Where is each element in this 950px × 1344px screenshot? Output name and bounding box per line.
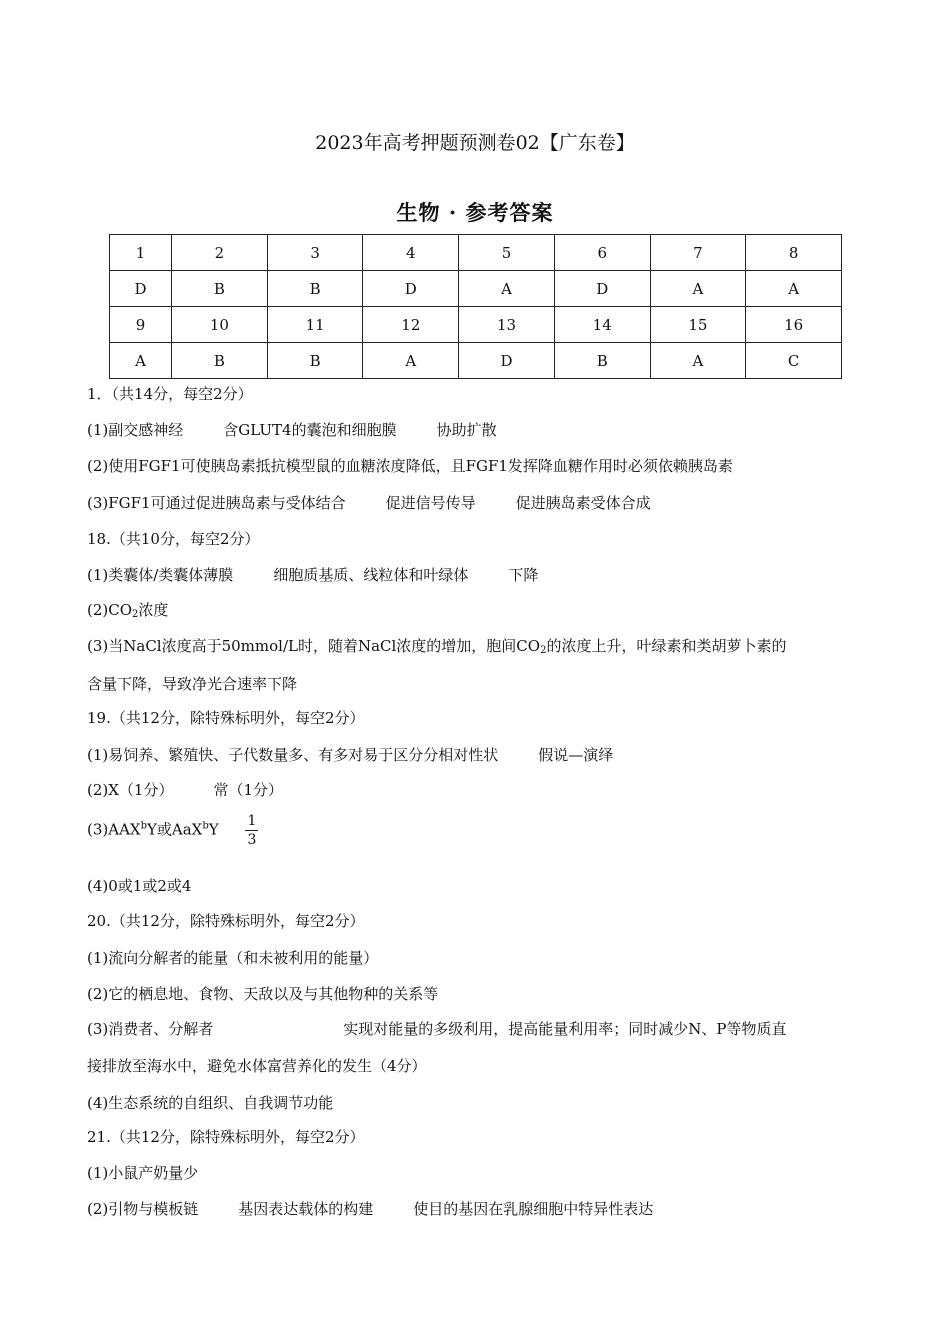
table-cell: D xyxy=(110,271,172,307)
superscript: b xyxy=(140,820,147,832)
table-cell: B xyxy=(267,343,363,379)
answer-text: (2)CO xyxy=(87,601,133,619)
table-cell: A xyxy=(363,343,459,379)
table-cell: 1 xyxy=(110,235,172,271)
answer-text: 浓度 xyxy=(138,601,169,619)
answer-line: (1)小鼠产奶量少 xyxy=(87,1164,199,1182)
table-cell: 14 xyxy=(554,307,650,343)
table-cell: B xyxy=(172,271,268,307)
answer-text: 下降 xyxy=(508,566,539,584)
table-cell: 9 xyxy=(110,307,172,343)
fraction-denominator: 3 xyxy=(247,832,257,848)
table-cell: D xyxy=(459,343,555,379)
answer-table xyxy=(109,234,842,379)
answer-line xyxy=(87,492,651,513)
table-cell: 2 xyxy=(172,235,268,271)
answer-line: (4)生态系统的自组织、自我调节功能 xyxy=(87,1094,334,1112)
answer-line: (2)它的栖息地、食物、天敌以及与其他物种的关系等 xyxy=(87,985,439,1003)
subscript: 2 xyxy=(540,645,547,656)
table-cell: 13 xyxy=(459,307,555,343)
table-cell: 4 xyxy=(363,235,459,271)
answer-text: 的浓度上升，叶绿素和类胡萝卜素的 xyxy=(546,637,787,655)
answer-line xyxy=(87,635,786,656)
answer-text: Y或AaX xyxy=(147,820,203,839)
table-cell: A xyxy=(110,343,172,379)
answer-text: (1)副交感神经 xyxy=(87,421,184,439)
table-cell: 16 xyxy=(746,307,842,343)
table-cell: 8 xyxy=(746,235,842,271)
table-cell: 3 xyxy=(267,235,363,271)
answer-text: 使目的基因在乳腺细胞中特异性表达 xyxy=(413,1200,654,1218)
answer-text: (3)FGF1可通过促进胰岛素与受体结合 xyxy=(87,494,346,512)
answer-line: (1)流向分解者的能量（和未被利用的能量） xyxy=(87,949,379,967)
table-cell: B xyxy=(554,343,650,379)
answer-text: 细胞质基质、线粒体和叶绿体 xyxy=(273,566,469,584)
answer-line xyxy=(87,1018,786,1039)
table-cell: A xyxy=(650,271,746,307)
answer-text: Y xyxy=(208,820,219,839)
answer-text: (1)类囊体/类囊体薄膜 xyxy=(87,566,234,584)
table-cell: 12 xyxy=(363,307,459,343)
answer-line xyxy=(87,1198,653,1219)
table-cell: D xyxy=(363,271,459,307)
table-cell: 15 xyxy=(650,307,746,343)
answer-text: (2)引物与模板链 xyxy=(87,1200,199,1218)
subscript: 2 xyxy=(132,609,139,620)
table-cell: A xyxy=(746,271,842,307)
table-row xyxy=(110,307,842,343)
table-row xyxy=(110,235,842,271)
table-cell: A xyxy=(650,343,746,379)
answer-text: (3)当NaCl浓度高于50mmol/L时，随着NaCl浓度的增加，胞间CO xyxy=(87,637,541,655)
answer-text: 常（1分） xyxy=(213,781,284,799)
answer-line: (2)使用FGF1可使胰岛素抵抗模型鼠的血糖浓度降低，且FGF1发挥降血糖作用时必须依赖胰岛素 xyxy=(87,457,733,475)
answer-line xyxy=(87,419,497,440)
answer-line xyxy=(87,599,168,620)
superscript: b xyxy=(202,820,209,832)
answer-text: (1)易饲养、繁殖快、子代数量多、有多对易于区分分相对性状 xyxy=(87,746,499,764)
table-cell: 11 xyxy=(267,307,363,343)
table-cell: D xyxy=(554,271,650,307)
answer-text: 含GLUT4的囊泡和细胞膜 xyxy=(223,421,397,439)
table-cell: B xyxy=(172,343,268,379)
answer-line xyxy=(87,744,613,765)
answer-text: 促进信号传导 xyxy=(385,494,476,512)
answer-text: 促进胰岛素受体合成 xyxy=(515,494,651,512)
answer-line: 含量下降，导致净光合速率下降 xyxy=(87,675,298,693)
answer-line: 接排放至海水中，避免水体富营养化的发生（4分） xyxy=(87,1057,427,1075)
answer-text: 协助扩散 xyxy=(436,421,497,439)
answer-text: (3)消费者、分解者 xyxy=(87,1020,214,1038)
answer-line xyxy=(87,564,538,585)
question-heading: 20.（共12分，除特殊标明外，每空2分） xyxy=(87,912,365,930)
table-row xyxy=(110,271,842,307)
table-cell: 7 xyxy=(650,235,746,271)
question-heading: 18.（共10分，每空2分） xyxy=(87,530,260,548)
answer-line xyxy=(87,812,258,849)
question-heading: 19.（共12分，除特殊标明外，每空2分） xyxy=(87,709,365,727)
table-cell: 10 xyxy=(172,307,268,343)
answer-text: (3)AAX xyxy=(87,820,141,839)
fraction xyxy=(245,812,258,849)
table-cell: 5 xyxy=(459,235,555,271)
table-row xyxy=(110,343,842,379)
question-heading: 1．（共14分，每空2分） xyxy=(87,385,253,403)
page-title: 2023年高考押题预测卷02【广东卷】 xyxy=(315,132,635,154)
answer-text: 实现对能量的多级利用，提高能量利用率；同时减少N、P等物质直 xyxy=(343,1020,787,1038)
answer-text: 基因表达载体的构建 xyxy=(238,1200,374,1218)
page-subtitle: 生物 · 参考答案 xyxy=(396,200,554,225)
table-cell: C xyxy=(746,343,842,379)
answer-line: (4)0或1或2或4 xyxy=(87,877,192,895)
fraction-numerator: 1 xyxy=(247,813,257,829)
table-cell: B xyxy=(267,271,363,307)
answer-text: 假说—演绎 xyxy=(538,746,614,764)
answer-text: (2)X（1分） xyxy=(87,781,174,799)
table-cell: A xyxy=(459,271,555,307)
answer-line xyxy=(87,779,283,800)
table-cell: 6 xyxy=(554,235,650,271)
question-heading: 21.（共12分，除特殊标明外，每空2分） xyxy=(87,1128,365,1146)
